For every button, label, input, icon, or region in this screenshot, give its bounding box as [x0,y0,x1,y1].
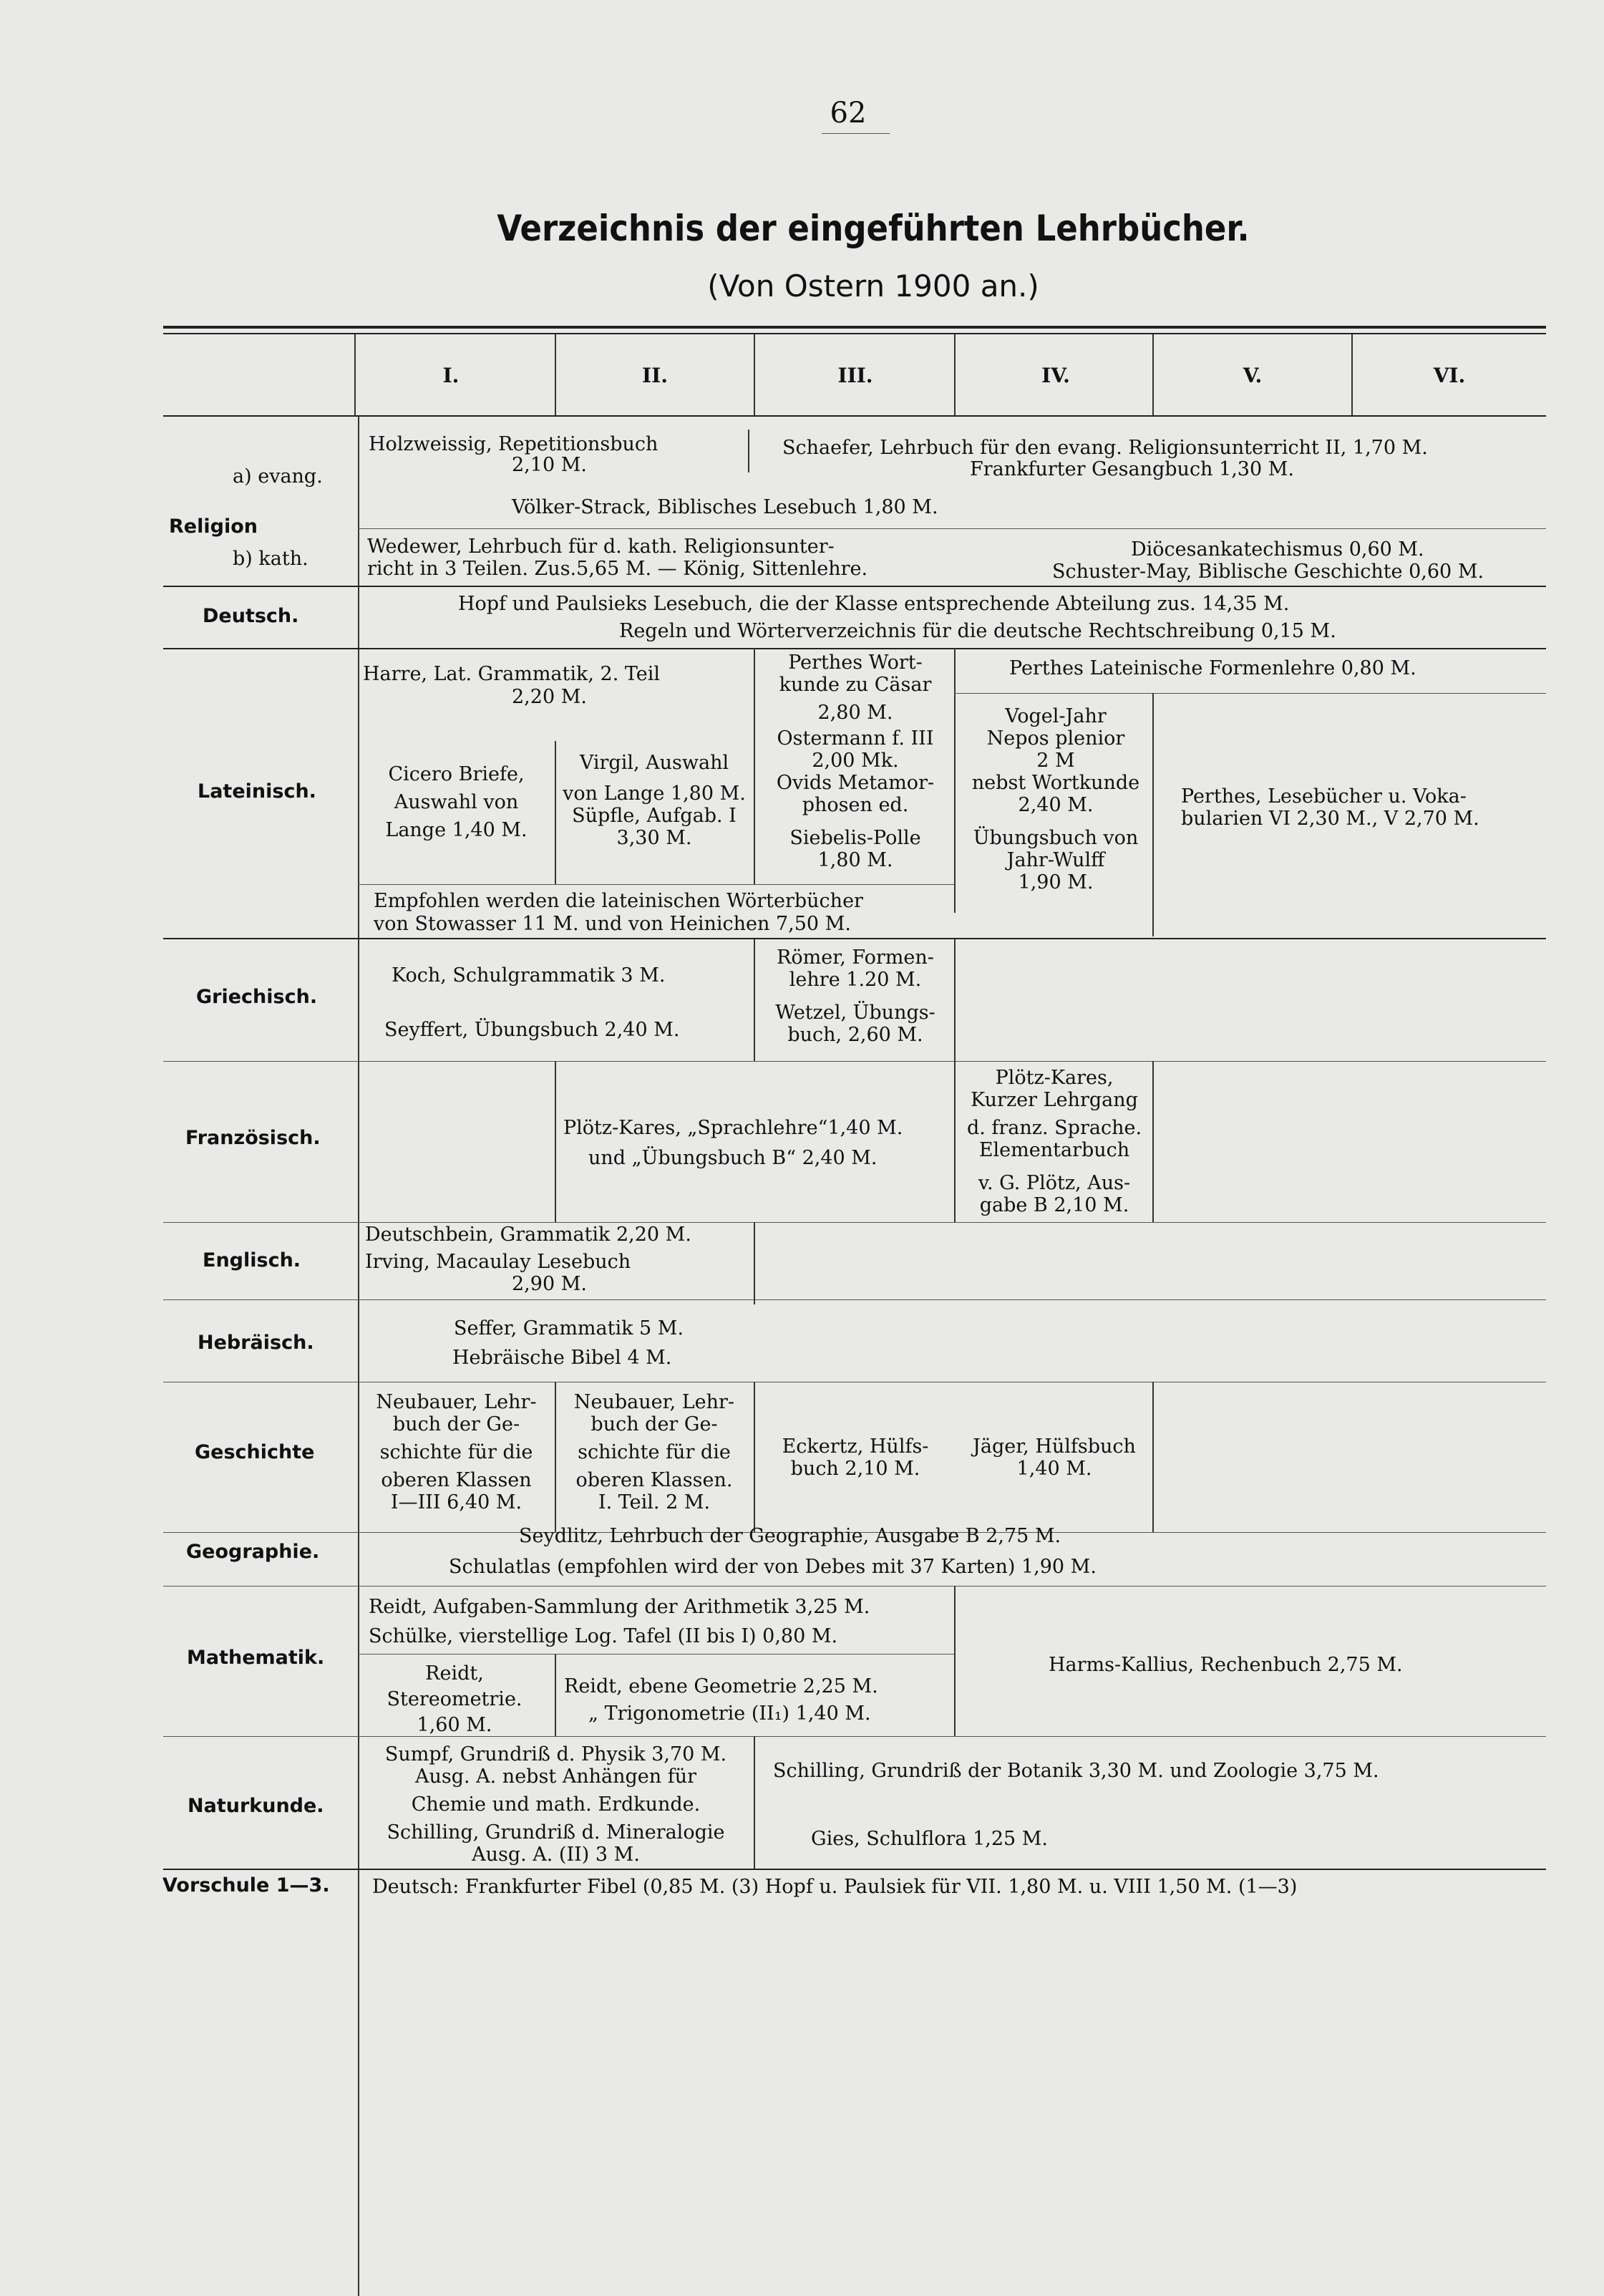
lat-ovid-2: phosen ed. [802,794,909,816]
lat-cicero-3: Lange 1,40 M. [385,819,528,841]
lat-vogel-2: Nepos plenior [986,727,1125,750]
lat-vergil-2: von Lange 1,80 M. [563,783,746,805]
lat-perthes-wortkunde-2: kunde zu Cäsar [779,674,932,696]
deu-regeln: Regeln und Wörterverzeichnis für die deutsche Rechtschreibung 0,15 M. [619,620,1336,642]
row-rule [163,938,1546,939]
lat-vogel-3: 2 M [1036,750,1075,772]
lat-cicero-1: Cicero Briefe, [388,763,525,785]
mat-ebene-geometrie: Reidt, ebene Geometrie 2,25 M. [564,1675,878,1697]
geo-schulatlas: Schulatlas (empfohlen wird der von Debes mit 37 Karten) 1,90 M. [449,1556,1097,1578]
lat-ovid-1: Ovids Metamor- [776,772,935,794]
lat-empfohlen-1: Empfohlen werden die lateinischen Wörterbücher [374,890,863,912]
lat-vogel-1: Vogel-Jahr [1005,705,1107,727]
col-divider [555,334,556,415]
lat-empfohlen-2: von Stowasser 11 M. und von Heinichen 7,50 M. [374,913,851,935]
lat-vogel-5: 2,40 M. [1018,794,1094,816]
rel-schuster-may: Schuster-May, Biblische Geschichte 0,60 M. [1052,561,1484,583]
page-title: Verzeichnis der eingeführten Lehrbücher. [497,208,1250,249]
cell-divider [555,1654,556,1736]
lat-ovid-3: Siebelis-Polle [789,827,921,849]
cell-divider [1152,693,1154,936]
nat-botanik-zoologie: Schilling, Grundriß der Botanik 3,30 M. und Zoologie 3,75 M. [773,1760,1379,1782]
ges-jaeger-2: 1,40 M. [1016,1458,1092,1480]
row-rule [163,1061,1546,1062]
label-religion-kath: b) kath. [233,548,308,570]
cell-divider [954,1586,956,1736]
subject-column-divider [358,417,359,2296]
row-rule [163,1222,1546,1223]
gri-seyffert: Seyffert, Übungsbuch 2,40 M. [384,1019,680,1041]
rel-voelker-strack: Völker-Strack, Biblisches Lesebuch 1,80 M. [512,496,938,518]
cell-divider [1152,1382,1154,1532]
col-divider [354,334,356,415]
mat-stereometrie-1: Reidt, [425,1662,484,1685]
lat-lesebuecher-2: bularien VI 2,30 M., V 2,70 M. [1181,808,1479,830]
ges-eckertz-2: buch 2,10 M. [790,1458,920,1480]
nat-sumpf-3: Chemie und math. Erdkunde. [411,1793,701,1816]
column-header-I: I. [442,364,460,387]
ges-neubauer-2-5: I. Teil. 2 M. [598,1491,711,1513]
ges-neubauer-2-3: schichte für die [578,1441,731,1463]
lat-vogel-7: Jahr-Wulff [1006,849,1105,871]
row-rule [163,1736,1546,1737]
ges-eckertz-1: Eckertz, Hülfs- [782,1435,929,1458]
ges-neubauer-1-1: Neubauer, Lehr- [376,1391,537,1413]
rel-schaefer: Schaefer, Lehrbuch für den evang. Religionsunterricht II, 1,70 M. [782,437,1428,459]
mat-reidt-arithmetik: Reidt, Aufgaben-Sammlung der Arithmetik 3,25 M. [369,1596,870,1618]
lat-perthes-wortkunde-3: 2,80 M. [817,702,893,724]
cell-rule [358,884,954,885]
nat-sumpf-2: Ausg. A. nebst Anhängen für [414,1765,697,1788]
label-religion-evang: a) evang. [233,465,323,488]
lat-perthes-formenlehre: Perthes Lateinische Formenlehre 0,80 M. [1009,657,1416,679]
gri-koch: Koch, Schulgrammatik 3 M. [392,964,666,987]
ges-jaeger-1: Jäger, Hülfsbuch [973,1435,1136,1458]
lat-vergil-3: Süpfle, Aufgab. I [572,805,737,827]
header-bottom-rule [163,415,1546,417]
label-griechisch: Griechisch. [196,986,318,1008]
lat-harre: Harre, Lat. Grammatik, 2. Teil [363,663,661,685]
cell-rule [358,1654,954,1655]
gri-roemer-2: lehre 1.20 M. [789,969,922,991]
rel-dioezesankatechismus: Diöcesankatechismus 0,60 M. [1131,538,1424,561]
cell-divider [754,1222,755,1304]
nat-sumpf-1: Sumpf, Grundriß d. Physik 3,70 M. [384,1743,727,1765]
label-englisch: Englisch. [203,1249,301,1271]
column-header-II: II. [642,364,668,387]
lat-vergil-1: Virgil, Auswahl [579,752,729,774]
lat-vogel-4: nebst Wortkunde [971,772,1140,794]
ges-neubauer-1-5: I—III 6,40 M. [390,1491,522,1513]
cell-divider [954,939,956,1061]
deu-hopf-paulsiek: Hopf und Paulsieks Lesebuch, die der Klasse entsprechende Abteilung zus. 14,35 M. [458,593,1290,615]
rel-wedewer-1: Wedewer, Lehrbuch für d. kath. Religionsunter- [367,536,835,558]
nat-sumpf-4: Schilling, Grundriß d. Mineralogie [387,1821,725,1844]
nat-sumpf-5: Ausg. A. (II) 3 M. [472,1844,640,1866]
ges-neubauer-1-3: schichte für die [379,1441,533,1463]
col-divider [754,334,755,415]
lat-vergil-4: 3,30 M. [616,827,692,849]
row-rule [163,1299,1546,1300]
label-vorschule: Vorschule 1—3. [162,1874,330,1897]
row-rule [358,528,1546,529]
fra-ploetz-b-6: gabe B 2,10 M. [979,1194,1129,1216]
lat-harre-price: 2,20 M. [512,686,587,708]
mat-stereometrie-3: 1,60 M. [417,1714,492,1736]
ges-neubauer-2-1: Neubauer, Lehr- [573,1391,735,1413]
rel-holzweissig: Holzweissig, Repetitionsbuch [369,433,658,455]
gri-wetzel-2: buch, 2,60 M. [787,1024,923,1046]
row-rule [163,1586,1546,1587]
gri-roemer-1: Römer, Formen- [777,946,934,969]
column-header-VI: VI. [1433,364,1466,387]
heb-seffer: Seffer, Grammatik 5 M. [454,1317,684,1340]
eng-deutschbein: Deutschbein, Grammatik 2,20 M. [365,1224,691,1246]
label-religion: Religion [169,515,258,538]
lat-vogel-8: 1,90 M. [1018,871,1094,893]
heb-bibel: Hebräische Bibel 4 M. [452,1347,672,1369]
label-lateinisch: Lateinisch. [198,780,316,803]
nat-gies-schulflora: Gies, Schulflora 1,25 M. [811,1828,1049,1850]
rel-frankfurter: Frankfurter Gesangbuch 1,30 M. [970,458,1294,480]
col-divider [1351,334,1353,415]
mat-stereometrie-2: Stereometrie. [387,1688,522,1710]
page-number: 62 [830,97,867,130]
label-hebraeisch: Hebräisch. [198,1332,314,1354]
lat-vogel-6: Übungsbuch von [973,827,1139,849]
row-rule [163,648,1546,649]
page-subtitle: (Von Ostern 1900 an.) [707,268,1039,304]
fra-ploetz-sprachlehre: Plötz-Kares, „Sprachlehre“1,40 M. [563,1117,903,1139]
label-naturkunde: Naturkunde. [188,1795,324,1817]
lat-ostermann-2: 2,00 Mk. [812,750,899,772]
lat-lesebuecher-1: Perthes, Lesebücher u. Voka- [1181,785,1467,808]
label-mathematik: Mathematik. [187,1647,325,1669]
mat-schuelke: Schülke, vierstellige Log. Tafel (II bis I) 0,80 M. [369,1625,838,1647]
lat-perthes-wortkunde-1: Perthes Wort- [788,651,923,674]
page-number-underline [822,133,890,134]
row-rule [163,1869,1546,1870]
column-header-III: III. [837,364,873,387]
row-rule [163,586,1546,587]
ges-neubauer-2-2: buch der Ge- [590,1413,718,1435]
fra-ploetz-b-5: v. G. Plötz, Aus- [978,1172,1131,1194]
cell-divider [555,1061,556,1222]
col-divider [954,334,956,415]
ges-neubauer-1-4: oberen Klassen [381,1469,532,1491]
column-header-V: V. [1243,364,1263,387]
lat-cicero-2: Auswahl von [394,791,519,813]
table-top-rule-thin [163,333,1546,334]
fra-ploetz-uebungsbuch: und „Übungsbuch B“ 2,40 M. [588,1147,878,1169]
label-franzoesisch: Französisch. [185,1127,321,1149]
rel-wedewer-2: richt in 3 Teilen. Zus.5,65 M. — König, Sittenlehre. [367,558,868,580]
fra-ploetz-b-4: Elementarbuch [978,1139,1130,1161]
rel-holzweissig-price: 2,10 M. [512,454,587,476]
geo-seydlitz: Seydlitz, Lehrbuch der Geographie, Ausgabe B 2,75 M. [519,1525,1061,1547]
col-divider [1152,334,1154,415]
eng-irving: Irving, Macaulay Lesebuch [365,1251,631,1273]
cell-rule [954,693,1546,694]
mat-harms-kallius: Harms-Kallius, Rechenbuch 2,75 M. [1049,1654,1403,1676]
mat-trigonometrie: „ Trigonometrie (II₁) 1,40 M. [588,1702,871,1725]
table-top-rule [163,326,1546,329]
fra-ploetz-b-1: Plötz-Kares, [995,1067,1114,1089]
label-geschichte: Geschichte [195,1441,315,1463]
lat-ostermann-1: Ostermann f. III [777,727,934,750]
label-deutsch: Deutsch. [203,605,299,627]
cell-divider [1152,1061,1154,1222]
cell-divider [748,430,749,473]
column-header-IV: IV. [1041,364,1070,387]
cell-divider [754,1736,755,1869]
eng-irving-price: 2,90 M. [512,1273,587,1295]
ges-neubauer-2-4: oberen Klassen. [575,1469,733,1491]
ges-neubauer-1-2: buch der Ge- [392,1413,520,1435]
vor-deutsch: Deutsch: Frankfurter Fibel (0,85 M. (3) Hopf u. Paulsiek für VII. 1,80 M. u. VIII 1,50 M. (1—3) [372,1876,1298,1898]
gri-wetzel-1: Wetzel, Übungs- [775,1002,935,1024]
fra-ploetz-b-3: d. franz. Sprache. [966,1117,1142,1139]
fra-ploetz-b-2: Kurzer Lehrgang [971,1089,1138,1111]
label-geographie: Geographie. [186,1541,320,1563]
lat-ovid-4: 1,80 M. [817,849,893,871]
